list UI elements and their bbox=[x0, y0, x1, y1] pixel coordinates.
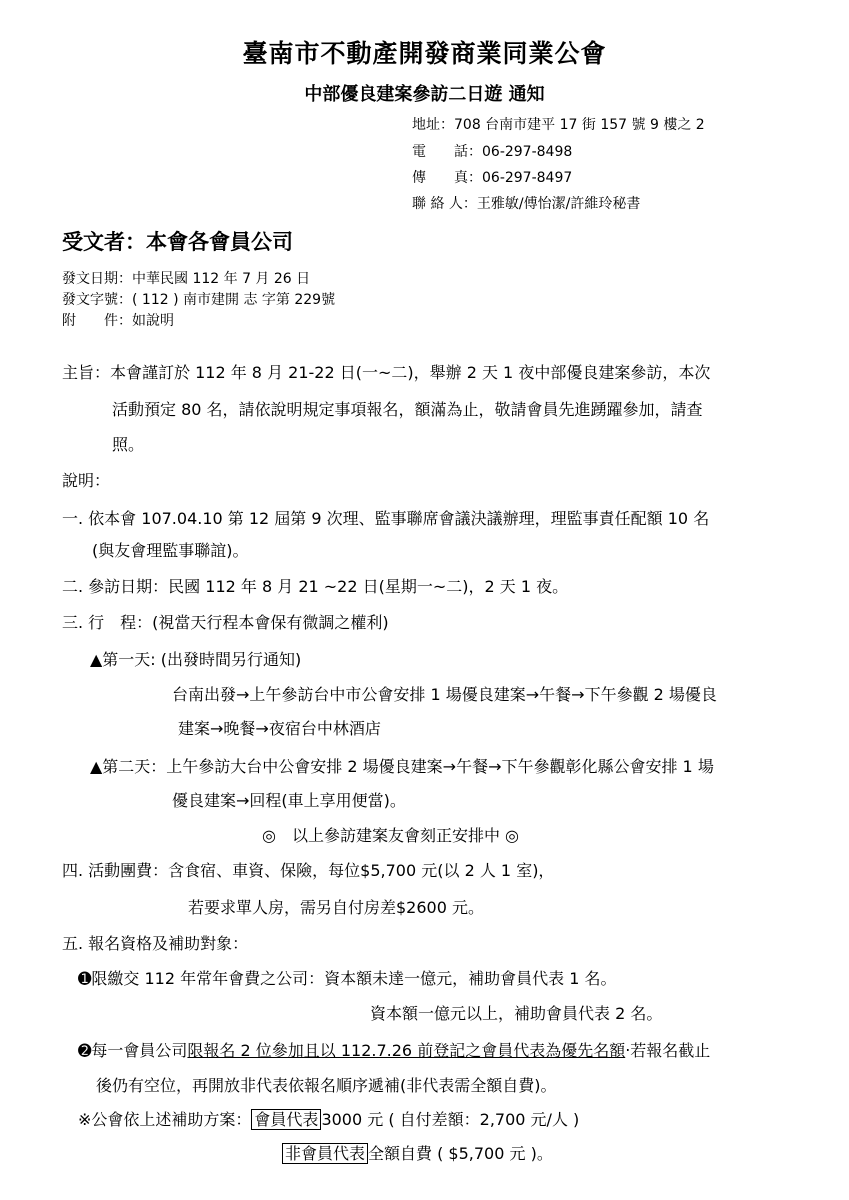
attachment-note: 附 件：如說明 bbox=[62, 313, 174, 329]
rule-2-line-2: 後仍有空位，再開放非代表依報名順序遞補(非代表需全額自費)。 bbox=[96, 1076, 557, 1095]
member-subsidy-text: 3000 元 ( 自付差額：2,700 元/人 ) bbox=[321, 1110, 580, 1129]
item-4-line-2: 若要求單人房，需另自付房差$2600 元。 bbox=[188, 898, 484, 917]
org-fax: 傳 真：06-297-8497 bbox=[412, 170, 573, 186]
item-2: 二. 參訪日期：民國 112 年 8 月 21 ~22 日(星期一~二)，2 天 1 夜。 bbox=[62, 577, 569, 596]
item-3-heading: 三. 行 程：(視當天行程本會保有微調之權利) bbox=[62, 613, 389, 632]
explanation-heading: 說明： bbox=[62, 471, 111, 490]
subject-line-1: 主旨：本會謹訂於 112 年 8 月 21-22 日(一~二)，舉辦 2 天 1 夜中部優良建案參訪，本次 bbox=[62, 363, 711, 382]
rule-1-line-1: ➊限繳交 112 年常年會費之公司：資本額未達一億元，補助會員代表 1 名。 bbox=[78, 969, 617, 988]
recipient: 受文者：本會各會員公司 bbox=[62, 230, 293, 254]
issue-date: 發文日期：中華民國 112 年 7 月 26 日 bbox=[62, 271, 311, 287]
subsidy-prefix: ※公會依上述補助方案： bbox=[78, 1110, 252, 1129]
day-1-label: ▲第一天: (出發時間另行通知) bbox=[90, 650, 302, 669]
org-name: 臺南市不動產開發商業同業公會 bbox=[242, 39, 607, 68]
notice-title: 中部優良建案參訪二日遊 通知 bbox=[304, 84, 545, 105]
day-2-line-1: ▲第二天：上午參訪大台中公會安排 2 場優良建案→午餐→下午參觀彰化縣公會安排 1 場 bbox=[90, 757, 714, 776]
org-phone: 電 話：06-297-8498 bbox=[412, 144, 573, 160]
reference-number: 發文字號：( 112 ) 南市建開 志 字第 229號 bbox=[62, 292, 336, 308]
rule-2-underlined-text: 限報名 2 位參加且以 112.7.26 前登記之會員代表為優先名額 bbox=[187, 1041, 626, 1060]
rule-2-line-1 bbox=[78, 1038, 710, 1061]
itinerary-note: ◎ 以上參訪建案友會刻正安排中 ◎ bbox=[262, 826, 520, 845]
subsidy-line-nonmember bbox=[282, 1141, 553, 1164]
rule-2-suffix: ‧若報名截止 bbox=[625, 1041, 711, 1060]
item-5-heading: 五. 報名資格及補助對象： bbox=[62, 934, 249, 953]
item-1-line-2: (與友會理監事聯誼)。 bbox=[92, 541, 249, 560]
day-1-line-2: 建案→晚餐→夜宿台中林酒店 bbox=[178, 719, 381, 738]
org-address: 地址：708 台南市建平 17 街 157 號 9 樓之 2 bbox=[412, 117, 705, 133]
rule-1-line-2: 資本額一億元以上，補助會員代表 2 名。 bbox=[370, 1004, 663, 1023]
subject-line-2: 活動預定 80 名，請依說明規定事項報名，額滿為止，敬請會員先進踴躍參加，請查 bbox=[112, 400, 703, 419]
subsidy-line-member bbox=[78, 1107, 579, 1130]
day-1-line-1: 台南出發→上午參訪台中市公會安排 1 場優良建案→午餐→下午參觀 2 場優良 bbox=[172, 685, 717, 704]
rule-2-prefix: ➋每一會員公司 bbox=[78, 1041, 188, 1060]
item-4-line-1: 四. 活動團費：含食宿、車資、保險，每位$5,700 元(以 2 人 1 室)， bbox=[62, 861, 555, 880]
member-representative-box: 會員代表 bbox=[251, 1109, 321, 1130]
day-2-line-2: 優良建案→回程(車上享用便當)。 bbox=[172, 791, 406, 810]
non-member-subsidy-text: 全額自費 ( $5,700 元 )。 bbox=[368, 1144, 553, 1163]
subject-line-3: 照。 bbox=[112, 435, 145, 454]
item-1-line-1: 一. 依本會 107.04.10 第 12 屆第 9 次理、監事聯席會議決議辦理，理監事責任配額 10 名 bbox=[62, 509, 710, 528]
non-member-representative-box: 非會員代表 bbox=[282, 1143, 368, 1164]
org-contact: 聯 絡 人：王雅敏/傅怡潔/許維玲秘書 bbox=[412, 196, 641, 212]
